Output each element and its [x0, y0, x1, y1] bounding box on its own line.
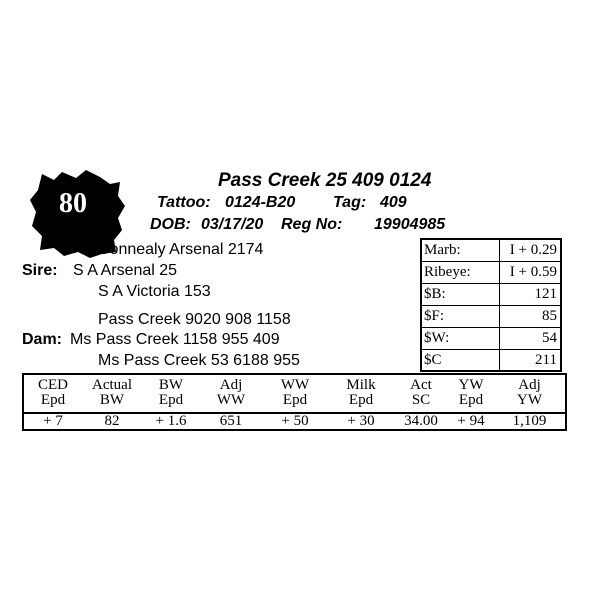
epd-header: Actual: [92, 377, 132, 393]
epd-header: YW: [517, 392, 542, 408]
index-value: 211: [535, 352, 557, 368]
tag-value: 409: [380, 194, 407, 211]
epd-header: Epd: [282, 392, 308, 408]
index-label: Marb:: [424, 242, 461, 258]
epd-value: 651: [219, 413, 243, 429]
index-row-c: [422, 350, 560, 372]
epd-header: Adj: [219, 377, 243, 393]
epd-header: YW: [458, 377, 484, 393]
index-row-ribeye: [422, 262, 560, 284]
epd-value: + 30: [347, 413, 375, 429]
dam-dam: Ms Pass Creek 53 6188 955: [98, 352, 300, 369]
epd-header: Epd: [158, 392, 184, 408]
index-value: 121: [534, 286, 557, 302]
tag-label: Tag:: [333, 194, 367, 211]
index-row-w: [422, 328, 560, 350]
epd-col-act-sc: [394, 375, 448, 429]
index-value: I + 0.29: [509, 242, 557, 258]
dob-value: 03/17/20: [201, 216, 264, 233]
epd-header: Epd: [348, 392, 374, 408]
dam-name: Ms Pass Creek 1158 955 409: [70, 331, 280, 348]
epd-header: Epd: [40, 392, 66, 408]
epd-header: BW: [99, 392, 125, 408]
epd-value: + 94: [457, 413, 485, 429]
epd-header: Epd: [458, 392, 484, 408]
epd-header: Milk: [346, 377, 376, 393]
index-value: 54: [542, 330, 557, 346]
reg-no-label: Reg No:: [281, 216, 343, 233]
epd-table: [22, 373, 567, 431]
epd-header: CED: [38, 377, 68, 393]
sire-label: Sire:: [22, 262, 58, 279]
epd-header: Act: [410, 377, 432, 393]
lot-number: 80: [59, 188, 87, 219]
epd-value: + 7: [43, 413, 63, 429]
epd-col-adj-yw: [494, 375, 565, 429]
sire-name: S A Arsenal 25: [73, 262, 178, 279]
index-label: $F:: [424, 308, 445, 324]
dam-sire: Pass Creek 9020 908 1158: [98, 311, 291, 328]
epd-header: WW: [280, 377, 310, 393]
epd-header: BW: [158, 377, 184, 393]
epd-value: + 1.6: [155, 413, 187, 429]
dob-label: DOB:: [150, 216, 191, 233]
dam-label: Dam:: [22, 331, 63, 348]
index-row-marb: [422, 240, 560, 262]
sire-sire: Connealy Arsenal 2174: [98, 241, 264, 258]
epd-col-ced: [24, 375, 82, 429]
sire-dam: S A Victoria 153: [98, 283, 211, 300]
index-label: $C: [424, 352, 442, 368]
epd-value: + 50: [281, 413, 309, 429]
reg-no-value: 19904985: [374, 216, 446, 233]
tattoo-label: Tattoo:: [157, 194, 211, 211]
epd-header: SC: [411, 392, 431, 408]
epd-value: 82: [104, 413, 120, 429]
index-label: Ribeye:: [424, 264, 471, 280]
epd-value: 34.00: [404, 413, 438, 429]
index-label: $W:: [424, 330, 450, 346]
index-row-b: [422, 284, 560, 306]
epd-header: WW: [216, 392, 246, 408]
index-value: 85: [542, 308, 557, 324]
epd-col-actual-bw: [82, 375, 142, 429]
epd-header: Adj: [518, 377, 541, 393]
tattoo-value: 0124-B20: [225, 194, 296, 211]
epd-col-milk-epd: [328, 375, 394, 429]
animal-name: Pass Creek 25 409 0124: [218, 170, 432, 191]
epd-col-adj-ww: [200, 375, 262, 429]
epd-col-yw-epd: [448, 375, 494, 429]
epd-value: 1,109: [512, 413, 547, 429]
index-label: $B:: [424, 286, 446, 302]
epd-col-bw-epd: [142, 375, 200, 429]
epd-col-ww-epd: [262, 375, 328, 429]
index-value: I + 0.59: [509, 264, 557, 280]
index-row-f: [422, 306, 560, 328]
index-table: [420, 238, 562, 372]
